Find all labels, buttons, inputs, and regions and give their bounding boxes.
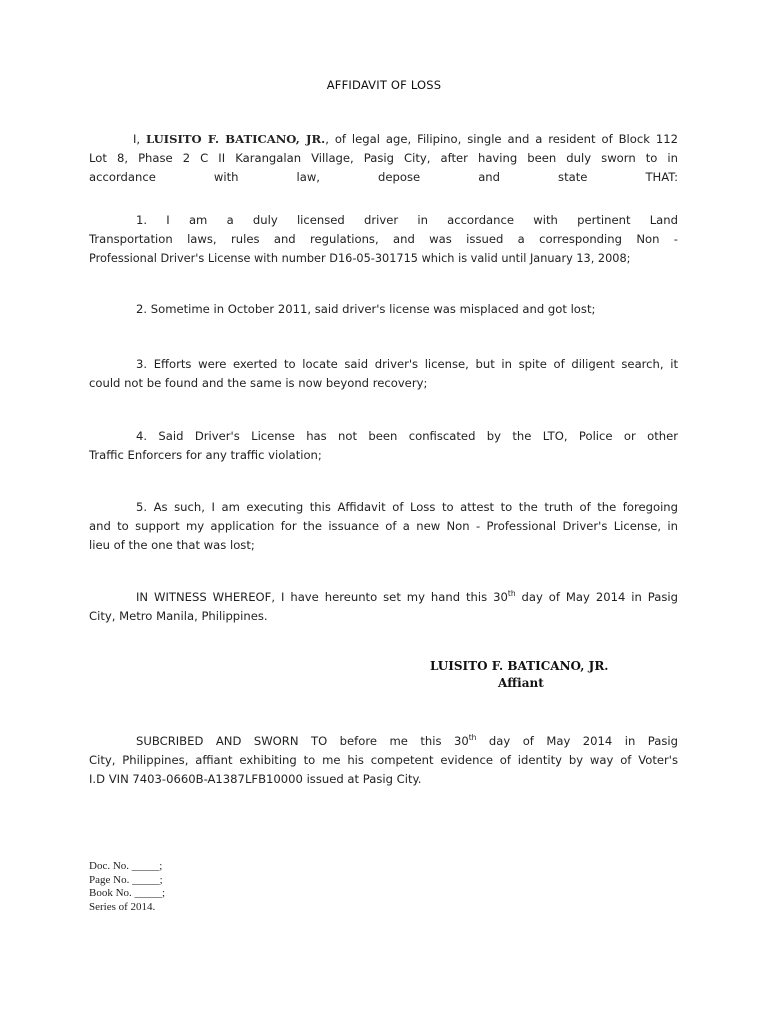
list-item-2 <box>89 300 678 319</box>
witness-ordinal-suffix: th <box>507 589 516 598</box>
list-item-5 <box>89 498 678 555</box>
item-5-line-3: lieu of the one that was lost; <box>89 538 255 552</box>
intro-line-1-rest: , of legal age, Filipino, single and a resident of Block 112 <box>325 132 679 146</box>
item-3-line-1: 3. Efforts were exerted to locate said driver's license, but in spite of diligent search, it <box>136 357 678 371</box>
item-1-line-1: 1. I am a duly licensed driver in accordance with pertinent Land <box>136 213 678 227</box>
jurat-text-after: day of May 2014 in Pasig <box>476 734 678 748</box>
intro-prefix: I, <box>133 132 147 146</box>
jurat-text-before: SUBCRIBED AND SWORN TO before me this 30 <box>136 734 469 748</box>
item-1-line-2: Transportation laws, rules and regulations, and was issued a corresponding Non - <box>89 232 678 246</box>
document-title: AFFIDAVIT OF LOSS <box>326 78 442 92</box>
jurat-paragraph <box>89 732 678 789</box>
signature-name: LUISITO F. BATICANO, JR. <box>430 659 609 673</box>
item-4-line-2: Traffic Enforcers for any traffic violation; <box>89 448 322 462</box>
list-item-1 <box>89 211 678 268</box>
jurat-ordinal-suffix: th <box>468 733 477 742</box>
series-year: Series of 2014. <box>89 900 156 913</box>
item-3-line-2: could not be found and the same is now beyond recovery; <box>89 376 428 390</box>
list-item-3 <box>89 355 678 393</box>
affiant-name-inline: LUISITO F. BATICANO, JR. <box>146 132 326 146</box>
signature-block <box>430 658 630 692</box>
jurat-line-2: City, Philippines, affiant exhibiting to me his competent evidence of identity by way of Voter's <box>89 753 678 767</box>
item-1-line-3: Professional Driver's License with number D16-05-301715 which is valid until January 13, 2008; <box>89 252 631 265</box>
doc-number: Doc. No. _____; <box>89 860 163 872</box>
book-number: Book No. _____; <box>89 887 166 899</box>
witness-line-1 <box>89 588 678 607</box>
intro-line-2: Lot 8, Phase 2 C II Karangalan Village, Pasig City, after having been duly sworn to in <box>89 151 678 165</box>
intro-paragraph <box>89 130 678 187</box>
list-item-4 <box>89 427 678 465</box>
witness-paragraph <box>89 588 678 626</box>
item-2-line-1: 2. Sometime in October 2011, said driver's license was misplaced and got lost; <box>136 302 596 316</box>
intro-line-3: accordance with law, depose and state THAT: <box>89 170 678 184</box>
witness-line-2: City, Metro Manila, Philippines. <box>89 609 268 623</box>
intro-line-1 <box>89 130 678 149</box>
witness-text-before: IN WITNESS WHEREOF, I have hereunto set my hand this 30 <box>136 590 508 604</box>
witness-text-after: day of May 2014 in Pasig <box>515 590 678 604</box>
notarial-register-block <box>89 860 289 914</box>
signature-role: Affiant <box>498 676 544 690</box>
jurat-line-3: I.D VIN 7403-0660B-A1387LFB10000 issued at Pasig City. <box>89 772 422 786</box>
item-5-line-2: and to support my application for the issuance of a new Non - Professional Driver's License, in <box>89 519 678 533</box>
jurat-line-1 <box>89 732 678 751</box>
page-number: Page No. _____; <box>89 873 163 886</box>
item-5-line-1: 5. As such, I am executing this Affidavit of Loss to attest to the truth of the foregoing <box>136 500 678 514</box>
item-4-line-1: 4. Said Driver's License has not been confiscated by the LTO, Police or other <box>136 429 678 443</box>
